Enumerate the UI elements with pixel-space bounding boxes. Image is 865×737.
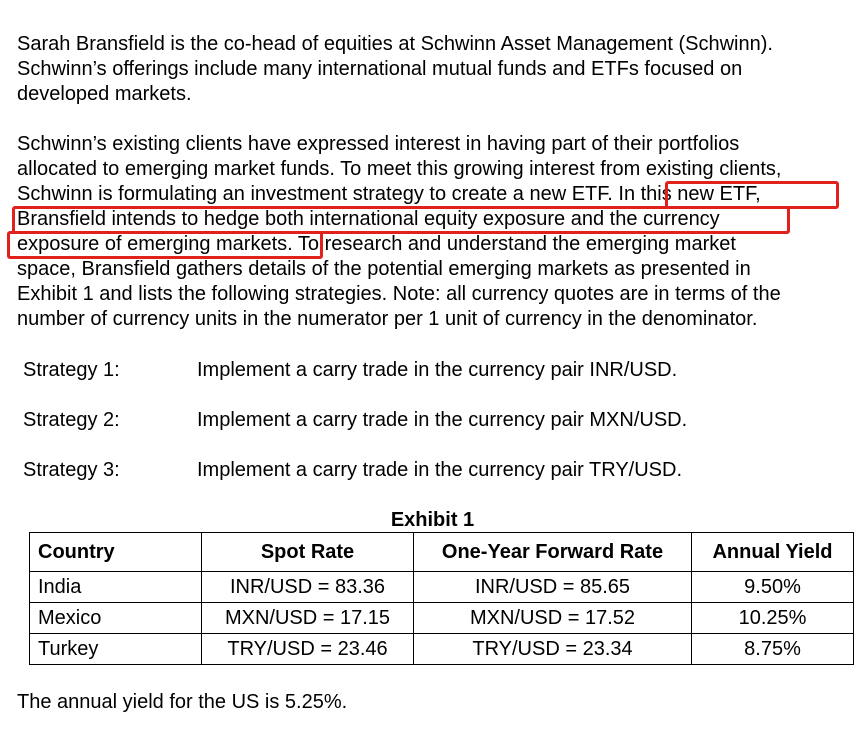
intro-paragraph	[17, 32, 857, 107]
text-line: Schwinn’s offerings include many international mutual funds and ETFs focused on	[17, 58, 743, 80]
highlight-box	[7, 231, 323, 259]
text-segment: Schwinn is formulating an investment strategy to create a new ETF.	[17, 183, 619, 205]
strategy-text: Implement a carry trade in the currency pair TRY/USD.	[197, 459, 682, 481]
column-header-spot-rate: Spot Rate	[202, 533, 414, 572]
cell-country: Turkey	[30, 634, 202, 665]
cell-spot-rate: MXN/USD = 17.15	[202, 603, 414, 634]
strategy-label: Strategy 2:	[23, 409, 120, 431]
table-row	[30, 572, 854, 603]
column-header-forward-rate: One-Year Forward Rate	[414, 533, 692, 572]
cell-spot-rate: INR/USD = 83.36	[202, 572, 414, 603]
text-line: Exhibit 1 and lists the following strategies. Note: all currency quotes are in terms of the	[17, 283, 781, 305]
text-line: number of currency units in the numerator per 1 unit of currency in the denominator.	[17, 308, 758, 330]
cell-forward-rate: TRY/USD = 23.34	[414, 634, 692, 665]
cell-forward-rate: INR/USD = 85.65	[414, 572, 692, 603]
highlighted-text-line: Bransfield intends to hedge both international equity exposure and the currency	[17, 208, 720, 230]
highlight-box	[665, 181, 839, 209]
highlighted-text: exposure of emerging markets.	[17, 233, 293, 255]
cell-spot-rate: TRY/USD = 23.46	[202, 634, 414, 665]
highlighted-text: In this new ETF,	[618, 183, 761, 205]
cell-forward-rate: MXN/USD = 17.52	[414, 603, 692, 634]
cut-off-heading	[16, 0, 646, 2]
text-line: Schwinn’s existing clients have expressed interest in having part of their portfolios	[17, 133, 740, 155]
text-line: allocated to emerging market funds. To meet this growing interest from existing clients,	[17, 158, 782, 180]
strategy-item	[23, 458, 682, 482]
text-segment: To research and understand the emerging market	[292, 233, 736, 255]
column-header-annual-yield: Annual Yield	[692, 533, 854, 572]
footer-note: The annual yield for the US is 5.25%.	[17, 691, 348, 713]
text-line: Sarah Bransfield is the co-head of equities at Schwinn Asset Management (Schwinn).	[17, 33, 773, 55]
table-row	[30, 603, 854, 634]
cell-annual-yield: 8.75%	[692, 634, 854, 665]
strategy-item	[23, 358, 677, 382]
table-row	[30, 634, 854, 665]
text-line: developed markets.	[17, 83, 192, 105]
exhibit-title: Exhibit 1	[390, 509, 475, 531]
column-header-country: Country	[30, 533, 202, 572]
cell-country: Mexico	[30, 603, 202, 634]
cell-annual-yield: 9.50%	[692, 572, 854, 603]
strategy-label: Strategy 3:	[23, 459, 120, 481]
strategy-item	[23, 408, 687, 432]
highlight-box	[12, 206, 790, 234]
cell-country: India	[30, 572, 202, 603]
cell-annual-yield: 10.25%	[692, 603, 854, 634]
strategy-text: Implement a carry trade in the currency pair INR/USD.	[197, 359, 678, 381]
strategy-text: Implement a carry trade in the currency pair MXN/USD.	[197, 409, 688, 431]
exhibit-table	[29, 532, 854, 665]
text-line: space, Bransfield gathers details of the potential emerging markets as presented in	[17, 258, 751, 280]
strategy-label: Strategy 1:	[23, 359, 120, 381]
table-header-row	[30, 533, 854, 572]
